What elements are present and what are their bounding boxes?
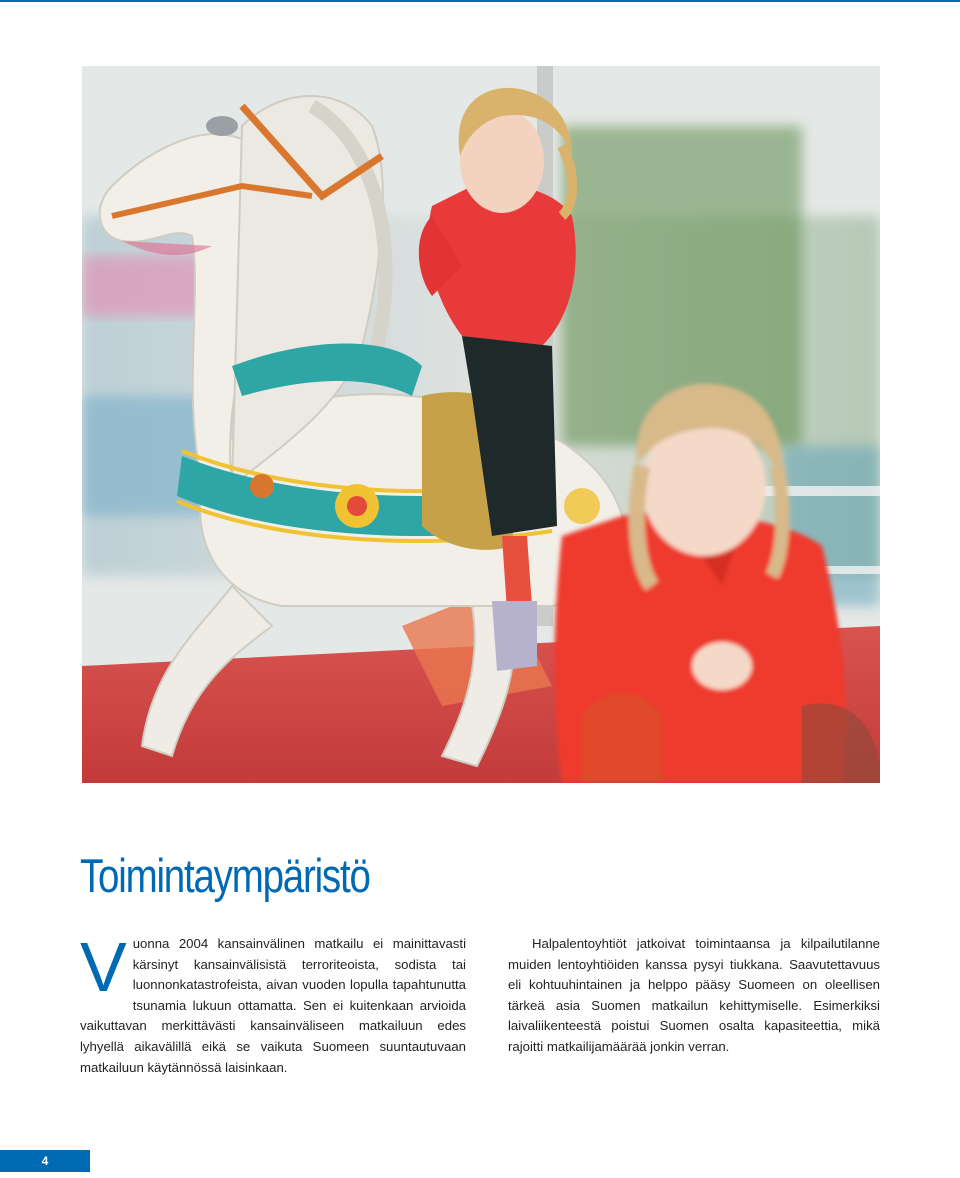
low-cost-airlines-paragraph: Halpalentoyhtiöt jatkoivat toimintaansa ja kilpailutilanne muiden lentoyhtiöiden kanssa pysyi tiukkana. Saavutettavuus eli kohtuuhintainen ja helppo pääsy Suomeen on oleellisen tärkeä asia Suomen matkailun kehittymiselle. Esimerkiksi laivaliikenteestä poistui Suomen osalta kapasiteettia, mikä rajoitti matkailijamäärää jonkin verran.: [508, 936, 880, 1054]
carousel-photo: [82, 66, 880, 783]
page-title: Toimintaympäristö: [80, 849, 370, 902]
page-number: 4: [0, 1150, 90, 1172]
drop-cap: V: [80, 928, 127, 1006]
carousel-illustration: [82, 66, 880, 783]
intro-paragraph: [80, 928, 466, 1078]
top-rule: [0, 0, 960, 2]
left-text-column: [80, 928, 466, 1078]
right-text-column: [508, 934, 880, 1058]
intro-paragraph-text: uonna 2004 kansainvälinen matkailu ei mainittavasti kärsinyt kansainvälisistä terroriteoista, sodista tai luonnonkatastrofeista, aivan vuoden lopulla tapahtunutta tsunamia lukuun ottamatta. Sen ei kuitenkaan arvioida vaikuttavan merkittävästi kansainväliseen matkailuun edes lyhyellä aikavälillä eikä se vaikuta Suomeen suuntautuvaan matkailuun käytännössä laisinkaan.: [80, 936, 466, 1075]
